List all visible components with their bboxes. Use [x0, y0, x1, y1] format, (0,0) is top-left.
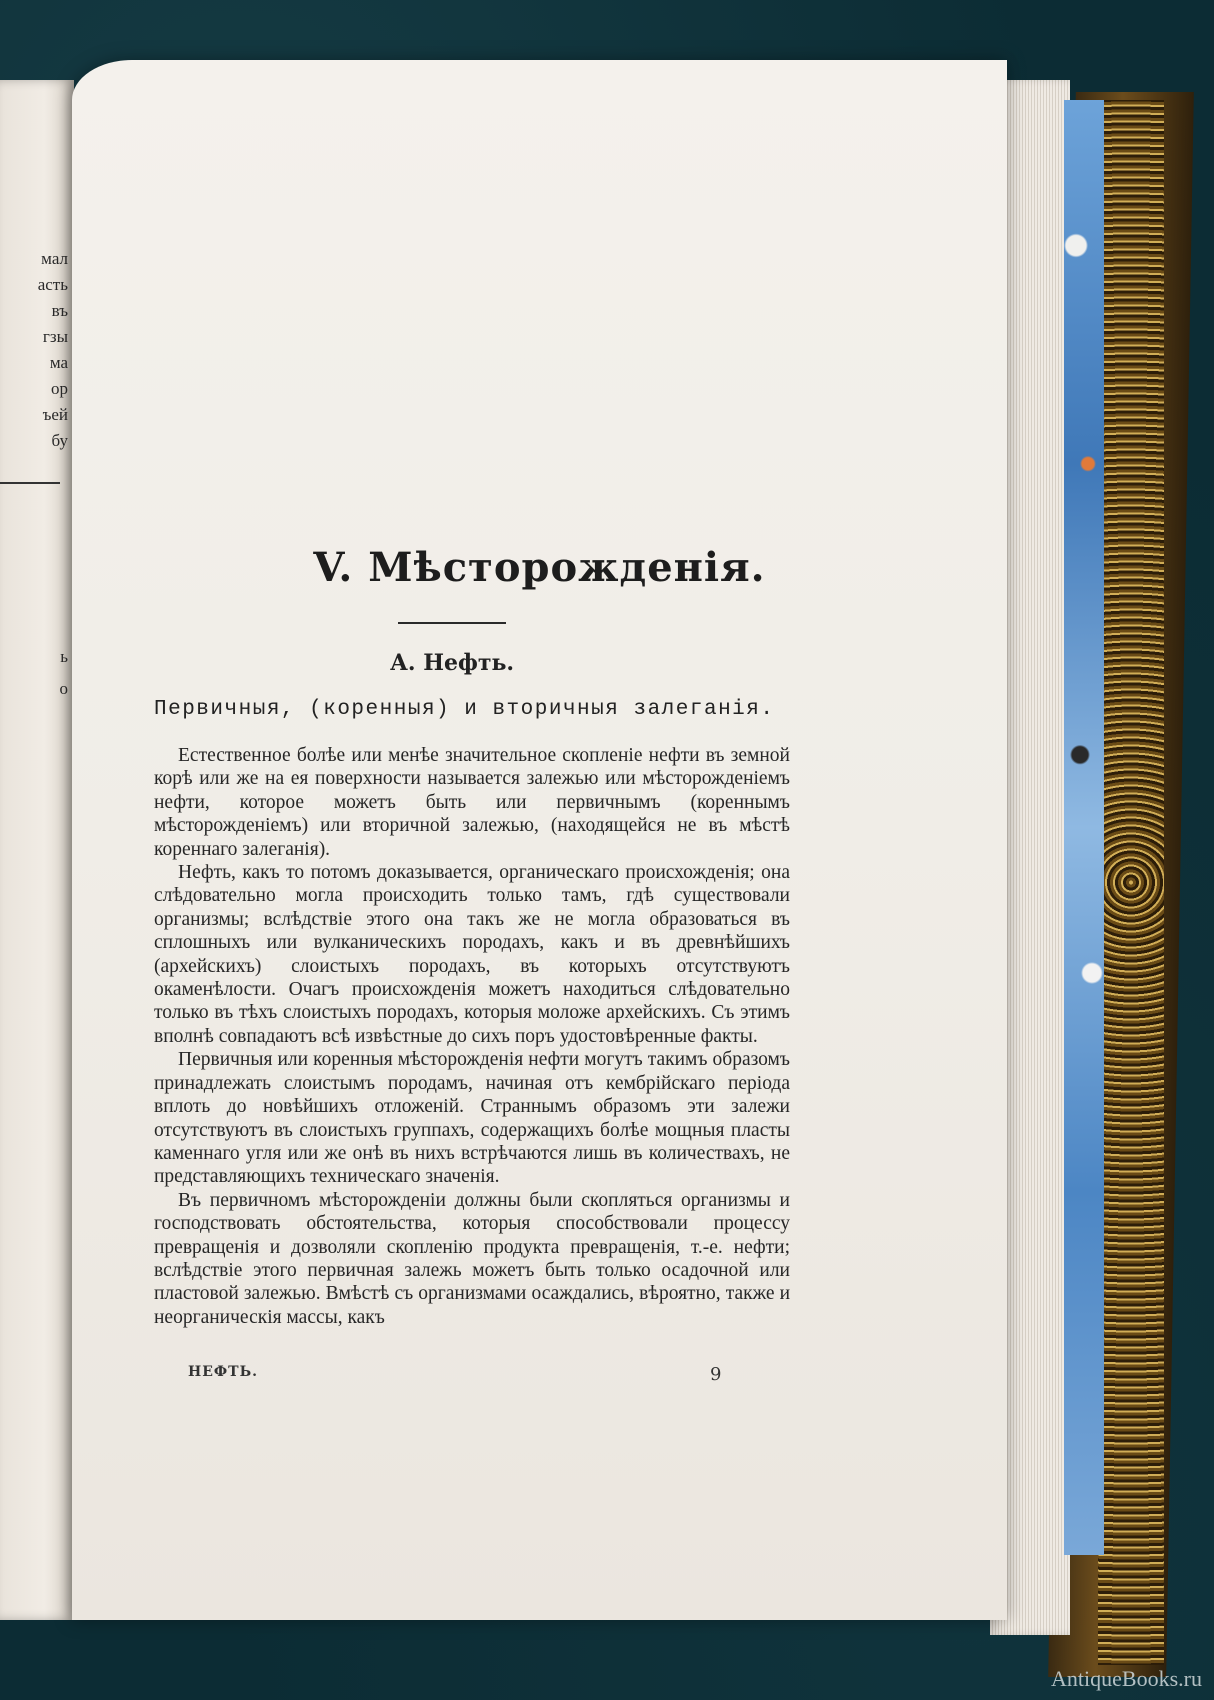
body-text	[154, 744, 790, 1329]
left-text-fragment: ма	[49, 353, 68, 372]
title-rule	[398, 622, 506, 624]
watermark: AntiqueBooks.ru	[1051, 1666, 1202, 1691]
left-rule	[0, 482, 60, 484]
section-title: А. Нефть.	[389, 650, 515, 676]
left-text-fragment: ор	[51, 379, 68, 398]
left-text-fragment: гзы	[42, 327, 68, 346]
left-text-fragment: о	[59, 679, 68, 698]
book-page	[72, 60, 1007, 1620]
left-page-fragment	[0, 80, 74, 1620]
paragraph: Первичныя или коренныя мѣсторожденія нефти могутъ такимъ образомъ принадлежать слоистымъ породамъ, начиная отъ кембрійскаго періода вплоть до новѣйшихъ отложеній. Страннымъ образомъ эти залежи отсутствуютъ въ слоистыхъ группахъ, содержащихъ болѣе мощныя пласты каменнаго угля или же онѣ въ нихъ встрѣчаются лишь въ количествахъ, не представляющихъ техническаго значенія.	[154, 1049, 790, 1188]
left-text-fragment: ъей	[42, 405, 68, 424]
chapter-title: V. Мѣсторожденія.	[313, 544, 766, 591]
left-text-fragment: бу	[51, 431, 68, 450]
page-number: 9	[710, 1364, 722, 1385]
left-text-fragment: въ	[51, 301, 68, 320]
paragraph: Естественное болѣе или менѣе значительное скопленіе нефти въ земной корѣ или же на ея поверхности называется залежью или мѣсторожденіемъ нефти, которое можетъ быть или первичнымъ (кореннымъ мѣсторожденіемъ) или вторичной залежью, (находящейся не въ мѣстѣ кореннаго залеганія).	[154, 745, 790, 860]
marbled-edge	[1064, 100, 1104, 1555]
subsection-title: Первичныя, (коренныя) и вторичныя залеганія.	[154, 698, 775, 721]
left-text-fragment: ь	[60, 647, 68, 666]
left-text-fragment: мал	[41, 249, 68, 268]
gilt-border	[1098, 100, 1164, 1665]
left-text-fragment: асть	[37, 275, 68, 294]
paragraph: Въ первичномъ мѣсторожденіи должны были скопляться организмы и господствовать обстоятельства, которыя способствовали процессу превращенія и дозволяли скопленію продукта превращенія, т.-е. нефти; вслѣдствіе этого первичная залежь можетъ быть только осадочной или пластовой залежью. Вмѣстѣ съ организмами осаждались, вѣроятно, также и неорганическія массы, какъ	[154, 1189, 790, 1328]
running-footer: НЕФТЬ.	[188, 1364, 259, 1380]
paragraph: Нефть, какъ то потомъ доказывается, органическаго происхожденія; она слѣдовательно могла происходить только тамъ, гдѣ существовали организмы; вслѣдствіе этого она такъ же не могла образоваться въ сплошныхъ или вулканическихъ породахъ, какъ и въ древнѣйшихъ (архейскихъ) слоистыхъ породахъ, въ которыхъ отсутствуютъ окаменѣлости. Очагъ происхожденія можетъ находиться слѣдовательно только въ тѣхъ слоистыхъ породахъ, которыя моложе архейскихъ. Съ этимъ вполнѣ совпадаютъ всѣ извѣстные до сихъ поръ удостовѣренные факты.	[154, 862, 790, 1047]
